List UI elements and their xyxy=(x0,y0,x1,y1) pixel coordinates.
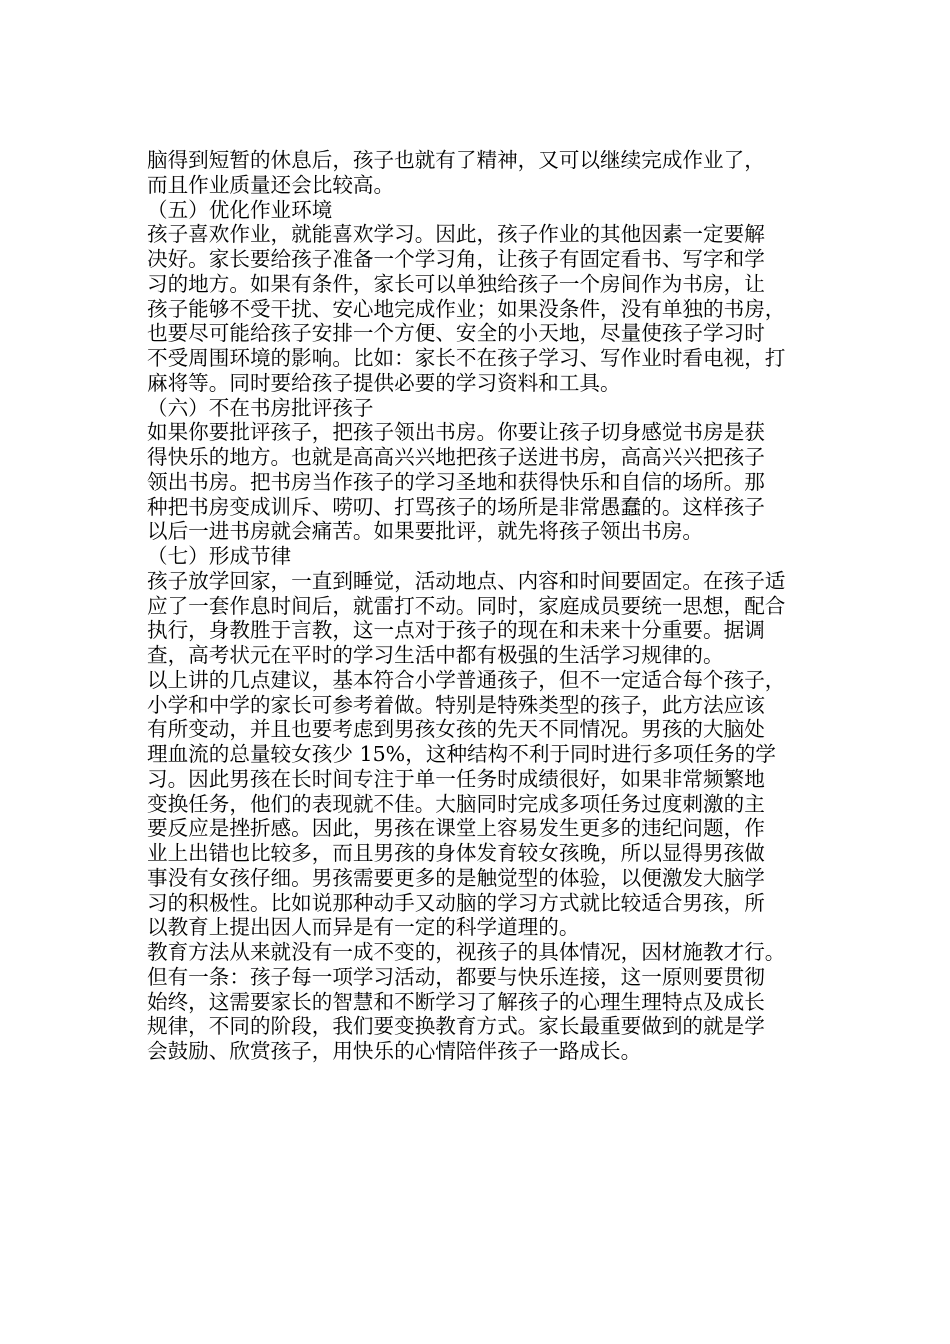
text-line: 领出书房。把书房当作孩子的学习圣地和获得快乐和自信的场所。那 xyxy=(147,469,765,494)
text-line: 始终，这需要家长的智慧和不断学习了解孩子的心理生理特点及成长 xyxy=(147,989,765,1014)
text-line: 有所变动，并且也要考虑到男孩女孩的先天不同情况。男孩的大脑处 xyxy=(147,717,765,742)
section-heading: （五）优化作业环境 xyxy=(147,197,333,222)
text-line: 以教育上提出因人而异是有一定的科学道理的。 xyxy=(147,915,580,940)
text-line: 麻将等。同时要给孩子提供必要的学习资料和工具。 xyxy=(147,370,621,395)
text-line: 业上出错也比较多，而且男孩的身体发育较女孩晚，所以显得男孩做 xyxy=(147,841,765,865)
section-heading: （七）形成节律 xyxy=(147,544,292,568)
text-line: 脑得到短暂的休息后，孩子也就有了精神，又可以继续完成作业了， xyxy=(147,148,765,172)
text-line: 执行，身教胜于言教，这一点对于孩子的现在和未来十分重要。据调 xyxy=(147,618,765,643)
text-line: 孩子放学回家，一直到睡觉，活动地点、内容和时间要固定。在孩子适 xyxy=(147,568,786,593)
text-line: 应了一套作息时间后，就雷打不动。同时，家庭成员要统一思想，配合 xyxy=(147,593,786,618)
text-line: 习的积极性。比如说那种动手又动脑的学习方式就比较适合男孩，所 xyxy=(147,890,765,915)
text-line: 要反应是挫折感。因此，男孩在课堂上容易发生更多的违纪问题，作 xyxy=(147,816,765,841)
text-line: 也要尽可能给孩子安排一个方便、安全的小天地，尽量使孩子学习时 xyxy=(147,321,765,346)
text-line: 孩子能够不受干扰、安心地完成作业；如果没条件，没有单独的书房， xyxy=(147,296,786,321)
text-line: 习。因此男孩在长时间专注于单一任务时成绩很好，如果非常频繁地 xyxy=(147,766,765,791)
text-line: 规律，不同的阶段，我们要变换教育方式。家长最重要做到的就是学 xyxy=(147,1014,765,1039)
text-line: 但有一条：孩子每一项学习活动，都要与快乐连接，这一原则要贯彻 xyxy=(147,964,765,989)
section-heading: （六）不在书房批评孩子 xyxy=(147,395,374,420)
text-line: 不受周围环境的影响。比如：家长不在孩子学习、写作业时看电视，打 xyxy=(147,346,786,370)
text-line: 以后一进书房就会痛苦。如果要批评，就先将孩子领出书房。 xyxy=(147,519,704,544)
text-line: 变换任务，他们的表现就不佳。大脑同时完成多项任务过度刺激的主 xyxy=(147,791,765,816)
text-line: 以上讲的几点建议，基本符合小学普通孩子，但不一定适合每个孩子， xyxy=(147,667,786,692)
document-page xyxy=(147,148,827,1064)
text-line: 习的地方。如果有条件，家长可以单独给孩子一个房间作为书房，让 xyxy=(147,271,765,296)
text-line: 孩子喜欢作业，就能喜欢学习。因此，孩子作业的其他因素一定要解 xyxy=(147,222,765,247)
text-line: 而且作业质量还会比较高。 xyxy=(147,172,395,197)
text-line: 理血流的总量较女孩少 15%，这种结构不利于同时进行多项任务的学 xyxy=(147,742,776,766)
text-line: 小学和中学的家长可参考着做。特别是特殊类型的孩子，此方法应该 xyxy=(147,692,765,717)
text-line: 教育方法从来就没有一成不变的，视孩子的具体情况，因材施教才行。 xyxy=(147,940,786,964)
text-line: 得快乐的地方。也就是高高兴兴地把孩子送进书房，高高兴兴把孩子 xyxy=(147,445,765,469)
text-line: 查，高考状元在平时的学习生活中都有极强的生活学习规律的。 xyxy=(147,643,724,667)
text-line: 决好。家长要给孩子准备一个学习角，让孩子有固定看书、写字和学 xyxy=(147,247,765,271)
text-line: 会鼓励、欣赏孩子，用快乐的心情陪伴孩子一路成长。 xyxy=(147,1039,642,1063)
text-line: 种把书房变成训斥、唠叨、打骂孩子的场所是非常愚蠢的。这样孩子 xyxy=(147,494,765,519)
text-line: 如果你要批评孩子，把孩子领出书房。你要让孩子切身感觉书房是获 xyxy=(147,420,765,445)
text-line: 事没有女孩仔细。男孩需要更多的是触觉型的体验，以便激发大脑学 xyxy=(147,865,765,890)
